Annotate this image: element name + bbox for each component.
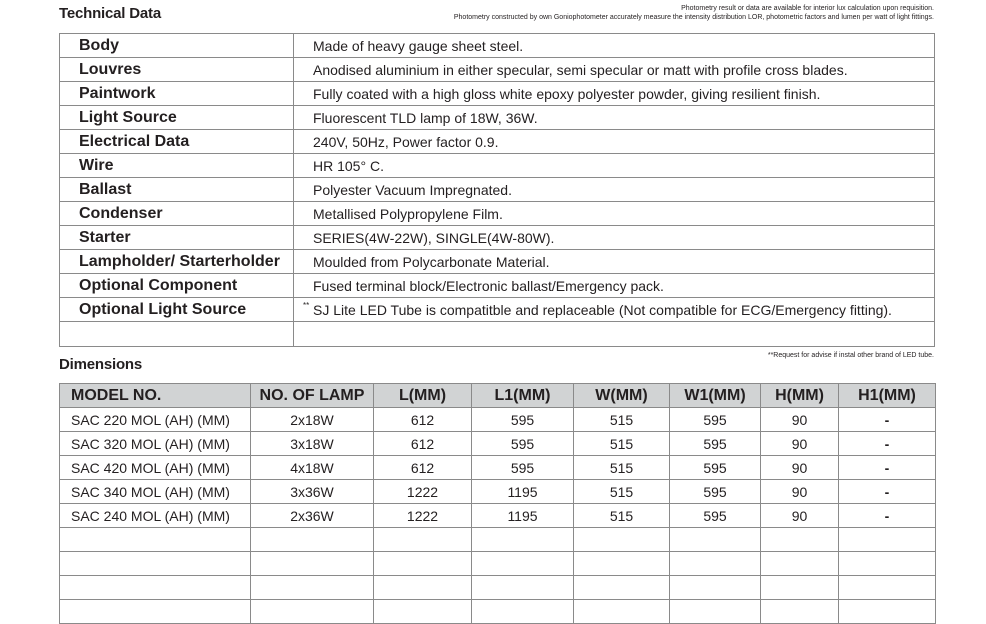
spec-value-text: Polyester Vacuum Impregnated. bbox=[313, 181, 512, 198]
spec-value bbox=[294, 58, 935, 82]
table-cell: 595 bbox=[670, 408, 761, 432]
empty-cell bbox=[60, 552, 251, 576]
spec-value bbox=[294, 130, 935, 154]
table-cell: SAC 240 MOL (AH) (MM) bbox=[60, 504, 251, 528]
empty-cell bbox=[670, 528, 761, 552]
table-row bbox=[60, 480, 936, 504]
spec-label: Ballast bbox=[60, 178, 294, 202]
spec-row bbox=[60, 154, 935, 178]
spec-value-text: HR 105° C. bbox=[313, 157, 384, 174]
empty-cell bbox=[251, 600, 374, 624]
empty-cell bbox=[574, 528, 670, 552]
spec-value bbox=[294, 154, 935, 178]
spec-row bbox=[60, 226, 935, 250]
table-cell: SAC 320 MOL (AH) (MM) bbox=[60, 432, 251, 456]
spec-value-text: Fully coated with a high gloss white epoxy polyester powder, giving resilient finish. bbox=[313, 85, 821, 102]
spec-value-text: Moulded from Polycarbonate Material. bbox=[313, 253, 550, 270]
empty-cell bbox=[251, 552, 374, 576]
spec-label: Condenser bbox=[60, 202, 294, 226]
spec-value bbox=[294, 34, 935, 58]
empty-cell bbox=[761, 528, 839, 552]
table-cell: 3x36W bbox=[251, 480, 374, 504]
table-cell: 515 bbox=[574, 504, 670, 528]
column-header: W(MM) bbox=[574, 384, 670, 408]
table-cell: 90 bbox=[761, 456, 839, 480]
table-cell: 90 bbox=[761, 408, 839, 432]
empty-cell bbox=[839, 600, 936, 624]
empty-cell bbox=[60, 528, 251, 552]
table-cell: 90 bbox=[761, 432, 839, 456]
empty-cell bbox=[374, 552, 472, 576]
spec-value bbox=[294, 106, 935, 130]
table-cell: 90 bbox=[761, 480, 839, 504]
table-row bbox=[60, 408, 936, 432]
dimensions-header-row bbox=[60, 384, 936, 408]
spec-label: Optional Light Source bbox=[60, 298, 294, 322]
spec-row bbox=[60, 82, 935, 106]
spec-value-text: SJ Lite LED Tube is compatitble and replaceable (Not compatible for ECG/Emergency fitting). bbox=[313, 301, 892, 318]
spec-label: Electrical Data bbox=[60, 130, 294, 154]
spec-label: Light Source bbox=[60, 106, 294, 130]
spec-row bbox=[60, 34, 935, 58]
column-header: L1(MM) bbox=[472, 384, 574, 408]
footnote-mark: ** bbox=[303, 301, 310, 310]
table-cell: - bbox=[839, 432, 936, 456]
table-cell: - bbox=[839, 480, 936, 504]
table-cell: 595 bbox=[472, 456, 574, 480]
spec-value bbox=[294, 250, 935, 274]
table-cell: 1195 bbox=[472, 480, 574, 504]
table-cell: 595 bbox=[670, 504, 761, 528]
technical-data-table bbox=[59, 33, 935, 347]
empty-cell bbox=[294, 322, 935, 347]
table-row bbox=[60, 504, 936, 528]
spec-value bbox=[294, 82, 935, 106]
column-header: W1(MM) bbox=[670, 384, 761, 408]
spec-value-text: Made of heavy gauge sheet steel. bbox=[313, 37, 524, 54]
empty-cell bbox=[374, 576, 472, 600]
led-tube-note: **Request for advise if instal other brand of LED tube. bbox=[767, 352, 934, 359]
technical-data-heading: Technical Data bbox=[59, 5, 161, 22]
table-cell: 1222 bbox=[374, 480, 472, 504]
photometry-note-line2: Photometry constructed by own Goniophotometer accurately measure the intensity distribution LOR, photometric factors and lumen per watt of light fittings. bbox=[453, 14, 934, 21]
dimensions-table bbox=[59, 383, 936, 624]
table-cell: 612 bbox=[374, 408, 472, 432]
table-cell: 595 bbox=[670, 480, 761, 504]
column-header: MODEL NO. bbox=[60, 384, 251, 408]
table-cell: 2x36W bbox=[251, 504, 374, 528]
spec-label: Louvres bbox=[60, 58, 294, 82]
spec-value-text: Fluorescent TLD lamp of 18W, 36W. bbox=[313, 109, 538, 126]
table-cell: 1195 bbox=[472, 504, 574, 528]
spec-label: Paintwork bbox=[60, 82, 294, 106]
empty-row bbox=[60, 552, 936, 576]
empty-cell bbox=[574, 576, 670, 600]
empty-cell bbox=[574, 552, 670, 576]
empty-cell bbox=[670, 600, 761, 624]
dimensions-heading: Dimensions bbox=[59, 356, 143, 373]
table-cell: 595 bbox=[472, 432, 574, 456]
table-cell: 515 bbox=[574, 432, 670, 456]
spec-label: Lampholder/ Starterholder bbox=[60, 250, 294, 274]
table-cell: - bbox=[839, 504, 936, 528]
empty-cell bbox=[839, 552, 936, 576]
spec-row bbox=[60, 274, 935, 298]
empty-cell bbox=[761, 576, 839, 600]
table-cell: SAC 220 MOL (AH) (MM) bbox=[60, 408, 251, 432]
spec-row bbox=[60, 130, 935, 154]
empty-cell bbox=[574, 600, 670, 624]
empty-cell bbox=[374, 528, 472, 552]
empty-cell bbox=[60, 322, 294, 347]
table-row bbox=[60, 456, 936, 480]
spec-value-text: Fused terminal block/Electronic ballast/Emergency pack. bbox=[313, 277, 664, 294]
table-cell: 595 bbox=[472, 408, 574, 432]
spec-value bbox=[294, 298, 935, 322]
photometry-note-line1: Photometry result or data are available for interior lux calculation upon requisition. bbox=[681, 5, 934, 12]
table-cell: - bbox=[839, 408, 936, 432]
spec-row bbox=[60, 106, 935, 130]
spec-label: Starter bbox=[60, 226, 294, 250]
table-cell: 595 bbox=[670, 432, 761, 456]
empty-row bbox=[60, 600, 936, 624]
empty-cell bbox=[839, 528, 936, 552]
spec-empty-row bbox=[60, 322, 935, 347]
empty-cell bbox=[472, 552, 574, 576]
table-cell: 4x18W bbox=[251, 456, 374, 480]
spec-value bbox=[294, 178, 935, 202]
empty-cell bbox=[251, 528, 374, 552]
table-cell: 515 bbox=[574, 480, 670, 504]
table-cell: 1222 bbox=[374, 504, 472, 528]
table-cell: 515 bbox=[574, 408, 670, 432]
table-cell: 612 bbox=[374, 432, 472, 456]
column-header: NO. OF LAMP bbox=[251, 384, 374, 408]
table-cell: 90 bbox=[761, 504, 839, 528]
table-cell: 612 bbox=[374, 456, 472, 480]
spec-value-text: Metallised Polypropylene Film. bbox=[313, 205, 503, 222]
empty-row bbox=[60, 576, 936, 600]
spec-value-text: 240V, 50Hz, Power factor 0.9. bbox=[313, 133, 499, 150]
empty-cell bbox=[374, 600, 472, 624]
column-header: H(MM) bbox=[761, 384, 839, 408]
empty-cell bbox=[60, 576, 251, 600]
table-cell: SAC 420 MOL (AH) (MM) bbox=[60, 456, 251, 480]
spec-value-text: Anodised aluminium in either specular, semi specular or matt with profile cross blades. bbox=[313, 61, 848, 78]
spec-row bbox=[60, 202, 935, 226]
table-cell: - bbox=[839, 456, 936, 480]
table-cell: 595 bbox=[670, 456, 761, 480]
empty-cell bbox=[472, 600, 574, 624]
empty-cell bbox=[761, 600, 839, 624]
table-row bbox=[60, 432, 936, 456]
spec-row bbox=[60, 58, 935, 82]
empty-cell bbox=[761, 552, 839, 576]
empty-cell bbox=[839, 576, 936, 600]
spec-label: Optional Component bbox=[60, 274, 294, 298]
spec-label: Wire bbox=[60, 154, 294, 178]
empty-cell bbox=[472, 576, 574, 600]
spec-value-text: SERIES(4W-22W), SINGLE(4W-80W). bbox=[313, 229, 555, 246]
spec-row bbox=[60, 178, 935, 202]
empty-cell bbox=[251, 576, 374, 600]
spec-value bbox=[294, 274, 935, 298]
table-cell: 515 bbox=[574, 456, 670, 480]
spec-value bbox=[294, 202, 935, 226]
photometry-notes bbox=[454, 4, 934, 22]
spec-value bbox=[294, 226, 935, 250]
spec-row bbox=[60, 298, 935, 322]
table-cell: 3x18W bbox=[251, 432, 374, 456]
table-cell: SAC 340 MOL (AH) (MM) bbox=[60, 480, 251, 504]
empty-cell bbox=[670, 552, 761, 576]
spec-label: Body bbox=[60, 34, 294, 58]
empty-cell bbox=[60, 600, 251, 624]
empty-cell bbox=[472, 528, 574, 552]
table-cell: 2x18W bbox=[251, 408, 374, 432]
spec-row bbox=[60, 250, 935, 274]
column-header: L(MM) bbox=[374, 384, 472, 408]
empty-cell bbox=[670, 576, 761, 600]
empty-row bbox=[60, 528, 936, 552]
column-header: H1(MM) bbox=[839, 384, 936, 408]
